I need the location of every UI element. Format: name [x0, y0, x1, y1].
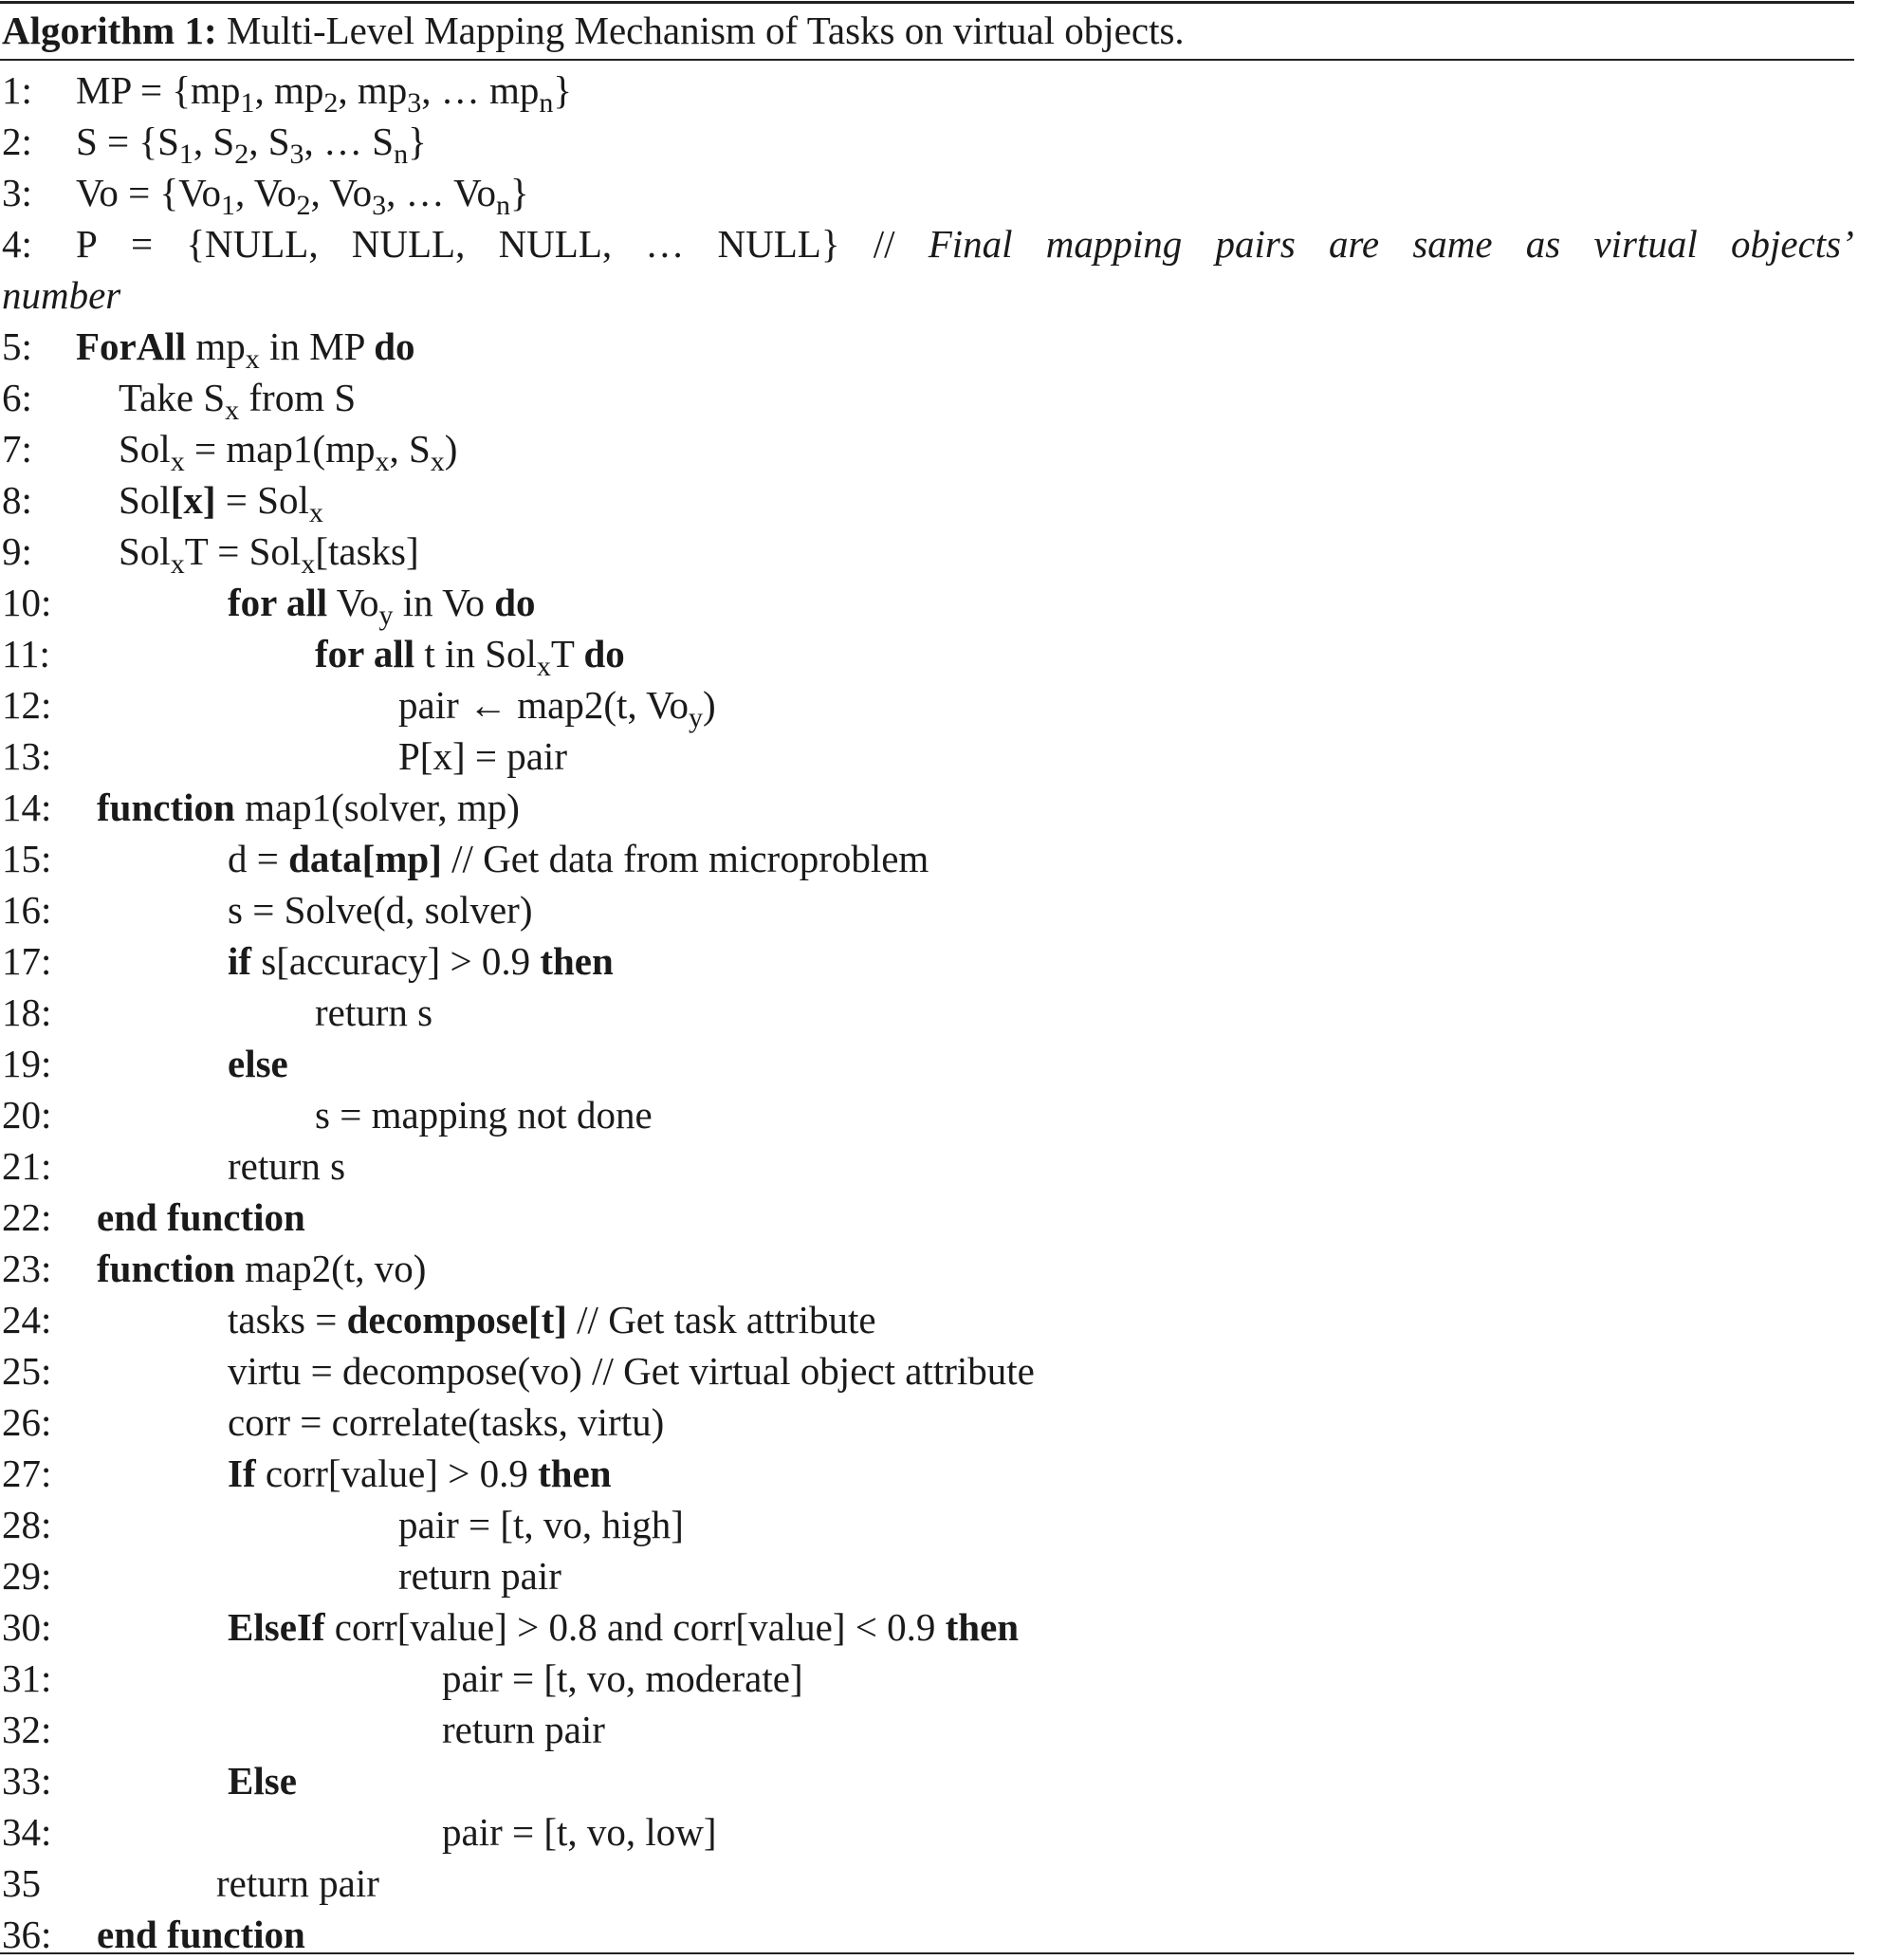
line-number: 13:	[2, 734, 52, 778]
algorithm-line	[0, 1038, 1854, 1089]
line-number: 10:	[2, 581, 52, 624]
line-code: $Sol_x = map1(mp_x$, $S_x$)	[119, 427, 458, 477]
line-number: 21:	[2, 1144, 52, 1188]
algorithm-line	[0, 935, 1854, 987]
algorithm-line	[0, 1089, 1854, 1140]
algorithm-line	[0, 1704, 1854, 1755]
algorithm-line	[0, 1755, 1854, 1806]
algorithm-line	[0, 474, 1854, 526]
caption-rule	[0, 59, 1854, 61]
line-code: pair = [t, vo, moderate]	[442, 1656, 803, 1700]
algorithm-line	[0, 782, 1854, 833]
line-number: 17:	[2, 939, 52, 983]
algorithm-line	[0, 372, 1854, 426]
line-number: 32:	[2, 1708, 52, 1751]
line-number: 35	[2, 1861, 41, 1905]
line-code: if s[accuracy] > 0.9 then	[228, 939, 614, 983]
line-code: s = Solve(d, solver)	[228, 888, 533, 932]
line-number: 22:	[2, 1195, 52, 1239]
line-code: If corr[value] > 0.9 then	[228, 1452, 612, 1495]
algorithm-line	[0, 730, 1854, 782]
algorithm-line	[0, 1192, 1854, 1243]
bottom-rule	[0, 1952, 1854, 1954]
line-number: 36:	[2, 1913, 52, 1956]
line-code: virtu = decompose(vo) // Get virtual object attribute	[228, 1349, 1035, 1393]
line-number: 29:	[2, 1554, 52, 1598]
line-number: 25:	[2, 1349, 52, 1393]
line-number: 33:	[2, 1759, 52, 1803]
algorithm-line	[0, 884, 1854, 935]
algorithm-line	[0, 1499, 1854, 1550]
line-number: 20:	[2, 1093, 52, 1137]
line-code: ForAll $mp_x$ in MP do	[76, 324, 415, 375]
algorithm-line	[0, 987, 1854, 1038]
algorithm-line	[0, 1243, 1854, 1294]
line-number: 5:	[2, 324, 32, 368]
algorithm-line	[0, 1806, 1854, 1858]
line-code: pair = [t, vo, high]	[398, 1503, 684, 1546]
algorithm-line	[0, 1140, 1854, 1192]
algorithm-line	[0, 167, 1854, 221]
line-number: 14:	[2, 786, 52, 829]
line-number: 27:	[2, 1452, 52, 1495]
caption-title: Multi-Level Mapping Mechanism of Tasks on virtual objects.	[226, 9, 1185, 52]
line-code: corr = correlate(tasks, virtu)	[228, 1400, 665, 1444]
line-code: Else	[228, 1759, 297, 1803]
algorithm-line	[0, 628, 1854, 682]
algorithm-line	[0, 833, 1854, 884]
line-code: end function	[97, 1195, 305, 1239]
line-number: 9:	[2, 529, 32, 573]
line-number: 34:	[2, 1810, 52, 1854]
line-code: return pair	[216, 1861, 379, 1905]
algorithm-line	[0, 577, 1854, 631]
line-code: tasks = decompose[t] // Get task attribute	[228, 1298, 876, 1341]
line-code: function map1(solver, mp)	[97, 786, 520, 829]
line-code: Sol$_x$T = Sol$_x$[tasks]	[119, 529, 419, 580]
top-rule	[0, 1, 1854, 4]
algorithm-line	[0, 1550, 1854, 1601]
line-number: 11:	[2, 632, 50, 675]
algorithm-line-continuation	[0, 269, 1854, 321]
line-number: 24:	[2, 1298, 52, 1341]
algorithm-caption	[2, 6, 1185, 55]
line-number: 15:	[2, 837, 52, 880]
line-number: 3:	[2, 171, 32, 214]
algorithm-line	[0, 679, 1854, 733]
algorithm-line	[0, 65, 1854, 119]
line-number: 31:	[2, 1656, 52, 1700]
line-number: 7:	[2, 427, 32, 471]
line-code: for all $Vo_y$ in Vo do	[228, 581, 536, 631]
line-number: 4:	[2, 222, 32, 266]
line-code: for all t in Sol$_x$T do	[315, 632, 625, 682]
line-code-continuation: number	[2, 273, 121, 317]
algorithm-line	[0, 116, 1854, 170]
line-number: 8:	[2, 478, 32, 522]
line-number: 2:	[2, 120, 32, 163]
line-number: 19:	[2, 1042, 52, 1085]
line-code: $S = \{S_1$, $S_2$, $S_3$, … $S_n$}	[76, 120, 427, 170]
line-code: pair ← map2(t, $Vo_y$)	[398, 683, 716, 733]
line-code: Take $S_x$ from S	[119, 376, 357, 426]
algorithm-line	[0, 1448, 1854, 1499]
line-code: ElseIf corr[value] > 0.8 and corr[value] < 0.9 then	[228, 1605, 1020, 1649]
line-number: 12:	[2, 683, 52, 727]
line-code: Sol[x] = Sol$_x$	[119, 478, 323, 528]
line-code: P[x] = pair	[398, 734, 567, 778]
line-code: function map2(t, vo)	[97, 1247, 427, 1290]
line-code: MP = {$mp_1$, $mp_2$, $mp_3$, … $mp_n$}	[76, 68, 573, 119]
line-number: 30:	[2, 1605, 52, 1649]
line-number: 18:	[2, 990, 52, 1034]
line-number: 6:	[2, 376, 32, 419]
line-code: s = mapping not done	[315, 1093, 653, 1137]
algorithm-line	[0, 526, 1854, 580]
line-code: d = data[mp] // Get data from microproblem	[228, 837, 929, 880]
line-code: return s	[228, 1144, 346, 1188]
line-number: 28:	[2, 1503, 52, 1546]
algorithm-line	[0, 1601, 1854, 1653]
algorithm-line	[0, 1345, 1854, 1396]
line-code: return pair	[398, 1554, 561, 1598]
algorithm-line	[0, 1396, 1854, 1448]
line-code: else	[228, 1042, 288, 1085]
line-code: return s	[315, 990, 433, 1034]
algorithm-line	[0, 1294, 1854, 1345]
line-number: 16:	[2, 888, 52, 932]
line-code: $Vo = \{Vo_1$, $Vo_2$, $Vo_3$, … $Vo_n$}	[76, 171, 529, 221]
algorithm-line	[0, 423, 1854, 477]
algorithm-line	[0, 321, 1854, 375]
algorithm-line	[0, 1858, 1854, 1909]
line-code: end function	[97, 1913, 305, 1956]
line-number: 26:	[2, 1400, 52, 1444]
line-number: 1:	[2, 68, 32, 112]
line-code: return pair	[442, 1708, 605, 1751]
line-code: pair = [t, vo, low]	[442, 1810, 717, 1854]
algorithm-line	[0, 218, 1854, 269]
line-code: P = {NULL, NULL, NULL, … NULL} // Final mapping pairs are same as virtual objects’	[76, 222, 1854, 266]
algorithm-line	[0, 1653, 1854, 1704]
caption-label: Algorithm 1:	[2, 9, 217, 52]
line-number: 23:	[2, 1247, 52, 1290]
